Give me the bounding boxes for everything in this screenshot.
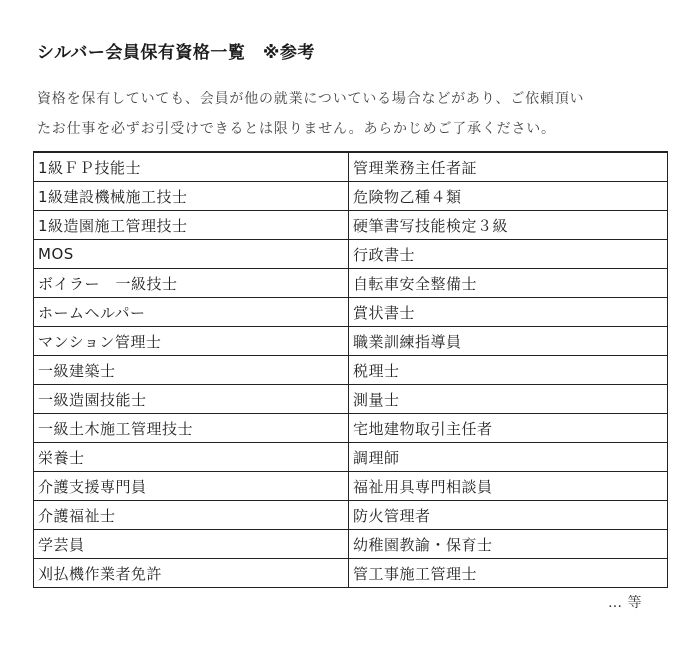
table-row [34, 298, 668, 327]
table-cell: 管理業務主任者証 [349, 152, 668, 182]
table-row [34, 472, 668, 501]
table-row [34, 414, 668, 443]
table-row [34, 182, 668, 211]
table-cell: 学芸員 [34, 530, 349, 559]
table-cell: 一級造園技能士 [34, 385, 349, 414]
table-cell: 1級造園施工管理技士 [34, 211, 349, 240]
notice-line-2: たお仕事を必ずお引受けできるとは限りません。あらかじめご了承ください。 [37, 121, 556, 137]
notice-text [37, 84, 667, 144]
table-cell: ホームヘルパー [34, 298, 349, 327]
table-cell: マンション管理士 [34, 327, 349, 356]
notice-line-1: 資格を保有していても、会員が他の就業についている場合などがあり、ご依頼頂い [37, 91, 585, 107]
table-cell: 賞状書士 [349, 298, 668, 327]
table-cell: 刈払機作業者免許 [34, 559, 349, 588]
table-cell: 防火管理者 [349, 501, 668, 530]
table-cell: MOS [34, 240, 349, 269]
table-row [34, 211, 668, 240]
table-cell: 調理師 [349, 443, 668, 472]
table-cell: 福祉用具専門相談員 [349, 472, 668, 501]
table-row [34, 152, 668, 182]
qualification-table [33, 151, 668, 588]
table-cell: 幼稚園教諭・保育士 [349, 530, 668, 559]
table-cell: 硬筆書写技能検定３級 [349, 211, 668, 240]
page-title: シルバー会員保有資格一覧 ※参考 [37, 43, 315, 63]
table-row [34, 327, 668, 356]
table-cell: 1級建設機械施工技士 [34, 182, 349, 211]
table-cell: 宅地建物取引主任者 [349, 414, 668, 443]
table-cell: 一級土木施工管理技士 [34, 414, 349, 443]
table-row [34, 501, 668, 530]
table-cell: 栄養士 [34, 443, 349, 472]
table-cell: 自転車安全整備士 [349, 269, 668, 298]
table-cell: 管工事施工管理士 [349, 559, 668, 588]
etc-note: … 等 [608, 595, 642, 611]
table-row [34, 559, 668, 588]
table-row [34, 240, 668, 269]
table-row [34, 356, 668, 385]
table-cell: 介護支援専門員 [34, 472, 349, 501]
table-cell: ボイラー 一級技士 [34, 269, 349, 298]
table-cell: 測量士 [349, 385, 668, 414]
table-cell: 税理士 [349, 356, 668, 385]
table-row [34, 269, 668, 298]
table-row [34, 385, 668, 414]
qualification-table-body [34, 152, 668, 588]
table-cell: 行政書士 [349, 240, 668, 269]
table-cell: 危険物乙種４類 [349, 182, 668, 211]
table-cell: 職業訓練指導員 [349, 327, 668, 356]
table-cell: 介護福祉士 [34, 501, 349, 530]
table-cell: 1級ＦＰ技能士 [34, 152, 349, 182]
table-row [34, 530, 668, 559]
table-row [34, 443, 668, 472]
table-cell: 一級建築士 [34, 356, 349, 385]
